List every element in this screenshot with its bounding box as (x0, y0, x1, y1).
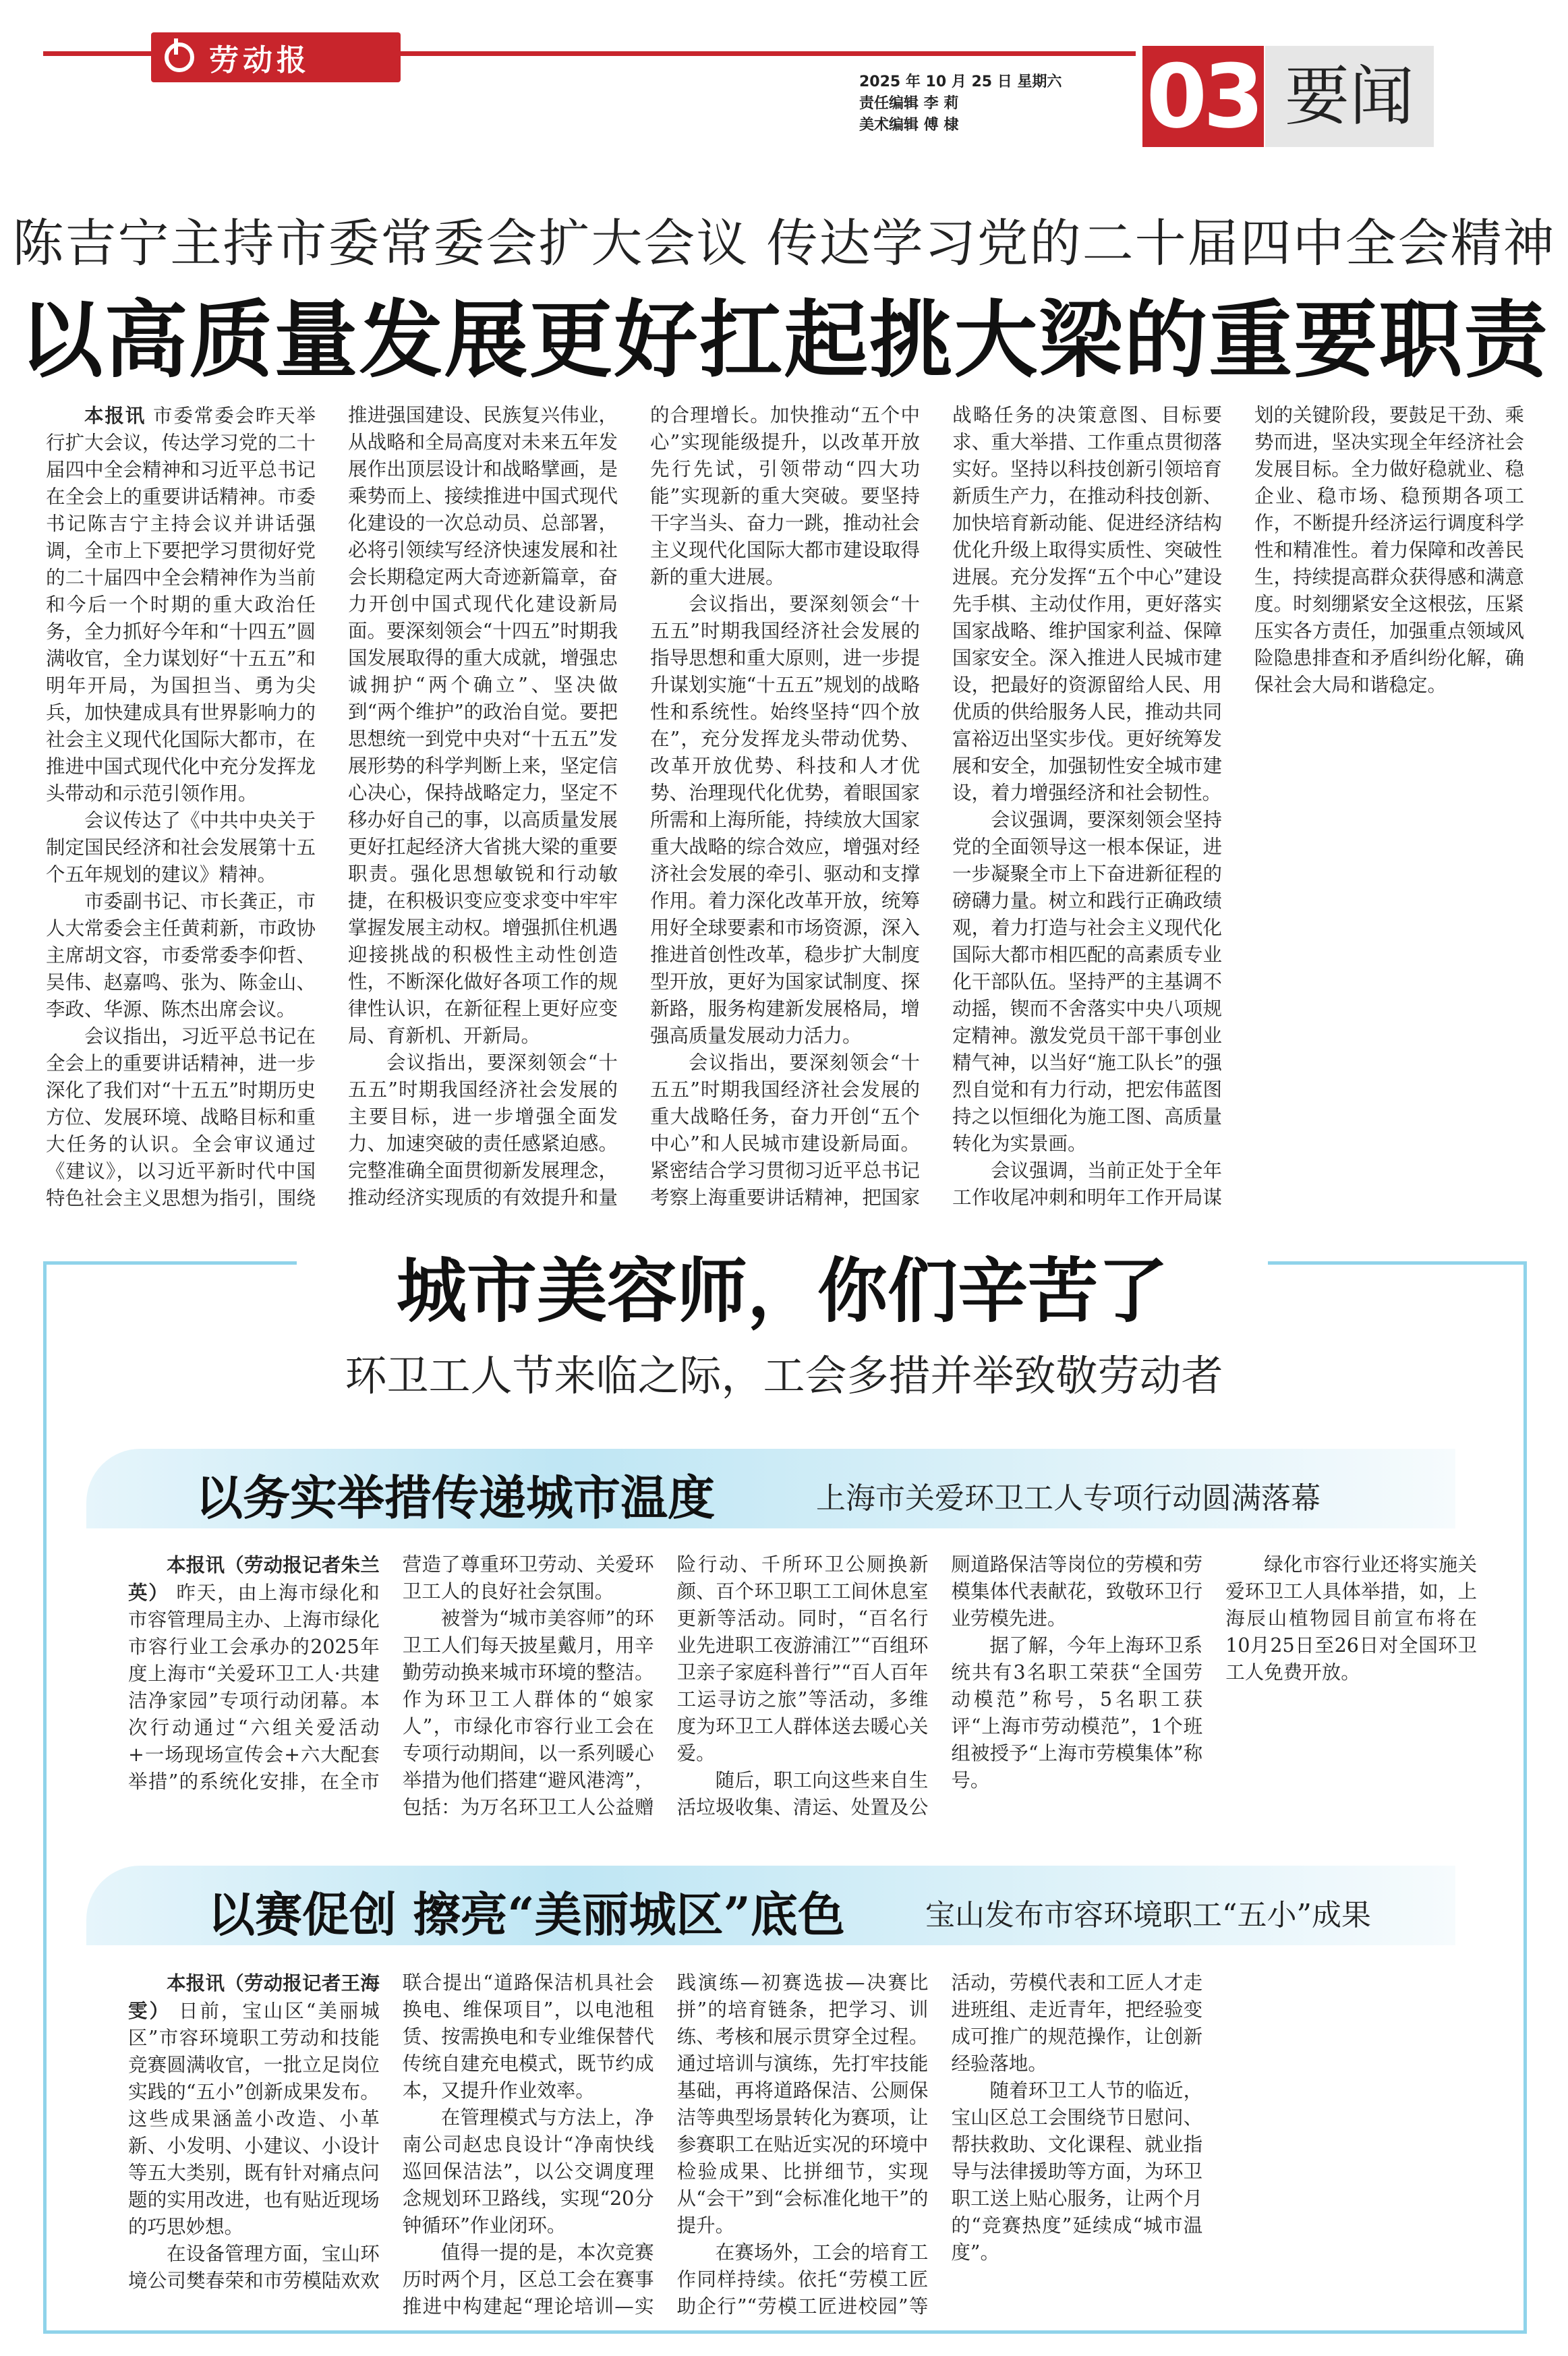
paragraph-text: 随着环卫工人节的临近，宝山区总工会围绕节日慰问、帮扶救助、文化课程、就业指导与法律援助等方面，为环卫职工送上贴心服务，让两个月的“竞赛热度”延续成“城市温度”。 (951, 2079, 1203, 2264)
dateline: 本报讯（劳动报记者朱兰英） (128, 1553, 380, 1604)
paragraph-text: 在管理模式与方法上，净南公司赵忠良设计“净南快线巡回保洁法”，以公交调度理念规划环卫路线，实现“20分钟循环”作业闭环。 (402, 2106, 654, 2237)
paragraph-text: 会议指出，习近平总书记在全会上的重要讲话精神，进一步深化了我们对“十五五”时期历史方位、发展环境、战略目标和重大任务的认识。全会审议通过《建议》，以习近平新时代中国特色社会主义思想为指引，围绕推进强国建设、民族复兴伟业，从战略和全局高度对未来五年发展作出顶层设计和战略擘画，是乘势而上、接续推进中国式现代化建设的一次总动员、总部署，必将引领续写经济快速发展和社会长期稳定两大奇迹新篇章，奋力开创中国式现代化建设新局面。要深刻领会“十四五”时期我国发展取得的重大成就，增强忠诚拥护“两个确立”、坚决做到“两个维护”的政治自觉。要把思想统一到党中央对“十五五”发展形势的科学判断上来，坚定信心决心，保持战略定力，坚定不移办好自己的事，以高质量发展更好扛起经济大省挑大梁的重要职责。强化思想敏锐和行动敏捷，在积极识变应变求变中牢牢掌握发展主动权。增强抓住机遇迎接挑战的积极性主动性创造性，不断深化做好各项工作的规律性认识，在新征程上更好应变局、育新机、开新局。 (46, 404, 618, 1209)
article-headline[interactable]: 以高质量发展更好扛起挑大梁的重要职责 (19, 291, 1549, 389)
dateline: 本报讯 (84, 404, 146, 427)
paragraph-text: 会议传达了《中共中央关于制定国民经济和社会发展第十五个五年规划的建议》精神。 (46, 809, 316, 886)
paragraph-text: 会议指出，要深刻领会“十五五”时期我国经济社会发展的重大战略任务，奋力开创“五个中心”和人民城市建设新局面。紧密结合学习贯彻习近平总书记考察上海重要讲话精神，把国家战略任务的决策意图、目标要求、重大举措、工作重点贯彻落实好。坚持以科技创新引领培育新质生产力，在推动科技创新、加快培育新动能、促进经济结构优化升级上取得实质性、突破性进展。充分发挥“五个中心”建设先手棋、主动仗作用，更好落实国家战略、维护国家利益、保障国家安全。深入推进人民城市建设，把最好的资源留给人民、用优质的供给服务人民，推动共同富裕迈出坚实步伐。更好统筹发展和安全，加强韧性安全城市建设，着力增强经济和社会韧性。 (650, 404, 1222, 1209)
story1-subtitle: 上海市关爱环卫工人专项行动圆满落幕 (816, 1481, 1320, 1516)
story2-subtitle: 宝山发布市容环境职工“五小”成果 (925, 1898, 1371, 1932)
paragraph (952, 807, 1222, 1157)
story2-title[interactable]: 以赛促创 擦亮“美丽城区”底色 (208, 1887, 845, 1943)
paragraph-text: 值得一提的是，本次竞赛历时两个月，区总工会在赛事推进中构建起“理论培训—实践演练—初赛选拔—决赛比拼”的培育链条，把学习、训练、考核和展示贯穿全过程。通过培训与演练，先打牢技能基础，再将道路保洁、公厕保洁等典型场景转化为赛项，让参赛职工在贴近实况的环境中检验成果、比拼细节，实现从“会干”到“会标准化地干”的提升。 (402, 1972, 929, 2318)
editor-credit: 责任编辑 李 莉 (859, 95, 959, 112)
feature-title[interactable]: 城市美容师，你们辛苦了 (297, 1234, 1268, 1329)
paragraph-text: 昨天，由上海市绿化和市容管理局主办、上海市绿化市容行业工会承办的2025年度上海市“关爱环卫工人·共建洁净家园”专项行动闭幕。本次行动通过“六组关爱活动+一场现场宣传会+六大配套举措”的系统化安排，在全市营造了尊重环卫劳动、关爱环卫工人的良好社会氛围。 (128, 1553, 654, 1793)
dateline: 本报讯（劳动报记者王海雯） (128, 1972, 380, 2022)
story1-title[interactable]: 以务实举措传递城市温度 (196, 1470, 715, 1526)
column-flow (46, 402, 1524, 1218)
feature-subtitle: 环卫工人节来临之际，工会多措并举致敬劳动者 (345, 1351, 1223, 1400)
page-number: 03 (1142, 46, 1264, 147)
story2-body (128, 1970, 1477, 2320)
paragraph-text: 日前，宝山区“美丽城区”市容环境职工劳动和技能竞赛圆满收官，一批立足岗位实践的“五小”创新成果发布。这些成果涵盖小改造、小革新、小发明、小建议、小设计等五大类别，既有针对痛点问题的实用改进，也有贴近现场的巧思妙想。 (128, 2000, 380, 2238)
logo-mark-icon (165, 42, 194, 72)
paragraph-text: 市委副书记、市长龚正，市人大常委会主任黄莉新，市政协主席胡文容，市委常委李仰哲、吴伟、赵嘉鸣、张为、陈金山、李政、华源、陈杰出席会议。 (46, 890, 316, 1021)
masthead (43, 27, 1527, 148)
paragraph (650, 591, 920, 1050)
paragraph (46, 807, 316, 888)
paragraph-text: 会议指出，要深刻领会“十五五”时期我国经济社会发展的指导思想和重大原则，进一步提升谋划实施“十五五”规划的战略性和系统性。始终坚持“四个放在”，充分发挥龙头带动优势、改革开放优势、科技和人才优势、治理现代化优势，着眼国家所需和上海所能，持续放大国家重大战略的综合效应，增强对经济社会发展的牵引、驱动和支撑作用。着力深化改革开放，统筹用好全球要素和市场资源，深入推进首创性改革，稳步扩大制度型开放，更好为国家试制度、探新路，服务构建新发展格局，增强高质量发展动力活力。 (650, 593, 920, 1047)
paragraph-text: 在设备管理方面，宝山环境公司樊春荣和市劳模陆欢欢联合提出“道路保洁机具社会换电、维保项目”，以电池租赁、按需换电和专业维保替代传统自建充电模式，既节约成本，又提升作业效率。 (128, 1972, 654, 2292)
paragraph (403, 2104, 654, 2239)
edition-info (859, 71, 1149, 136)
paragraph-text: 随后，职工向这些来自生活垃圾收集、清运、处置及公厕道路保洁等岗位的劳模和劳模集体代表献花，致敬环卫行业劳模先进。 (676, 1553, 1203, 1818)
article-kicker: 陈吉宁主持市委常委会扩大会议 传达学习党的二十届四中全会精神 (12, 213, 1556, 273)
story1-body (128, 1551, 1477, 1835)
paragraph-text: 绿化市容行业还将实施关爱环卫工人具体举措，如，上海辰山植物园目前宣布将在10月25日至26日对全国环卫工人免费开放。 (1225, 1553, 1477, 1684)
newspaper-logo[interactable] (151, 32, 401, 82)
paragraph-text: 在赛场外，工会的培育工作同样持续。依托“劳模工匠助企行”“劳模工匠进校园”等活动，劳模代表和工匠人才走进班组、走近青年，把经验变成可推广的规范操作，让创新经验落地。 (676, 1972, 1203, 2318)
column-flow (128, 1551, 1477, 1835)
art-editor-credit: 美术编辑 傅 棣 (859, 117, 959, 134)
paragraph (46, 402, 316, 807)
paragraph-text: 会议强调，要深刻领会坚持党的全面领导这一根本保证，进一步凝聚全市上下奋进新征程的磅礴力量。树立和践行正确政绩观，着力打造与社会主义现代化国际大都市相匹配的高素质专业化干部队伍。坚持严的主基调不动摇，锲而不舍落实中央八项规定精神。激发党员干部干事创业精气神，以当好“施工队长”的强烈自觉和有力行动，把宏伟蓝图持之以恒细化为施工图、高质量转化为实景画。 (952, 809, 1222, 1155)
section-name: 要闻 (1265, 46, 1434, 147)
paragraph (46, 888, 316, 1023)
paragraph-text: 市委常委会昨天举行扩大会议，传达学习党的二十届四中全会精神和习近平总书记在全会上的重要讲话精神。市委书记陈吉宁主持会议并讲话强调，全市上下要把学习贯彻好党的二十届四中全会精神作为当前和今后一个时期的重大政治任务，全力抓好今年和“十四五”圆满收官，全力谋划好“十五五”和明年开局，为国担当、勇为尖兵，加快建成具有世界影响力的社会主义现代化国际大都市，在推进中国式现代化中充分发挥龙头带动和示范引领作用。 (46, 405, 316, 805)
paragraph-text: 会议强调，当前正处于全年工作收尾冲刺和明年工作开局谋划的关键阶段，要鼓足干劲、乘势而进，坚决实现全年经济社会发展目标。全力做好稳就业、稳企业、稳市场、稳预期各项工作，不断提升经济运行调度科学性和精准性。着力保障和改善民生，持续提高群众获得感和满意度。时刻绷紧安全这根弦，压紧压实各方责任，加强重点领域风险隐患排查和矛盾纠纷化解，确保社会大局和谐稳定。 (952, 404, 1524, 1209)
paragraph-text: 被誉为“城市美容师”的环卫工人们每天披星戴月，用辛勤劳动换来城市环境的整洁。作为环卫工人群体的“娘家人”，市绿化市容行业工会在专项行动期间，以一系列暖心举措为他们搭建“避风港湾”，包括：为万名环卫工人公益赠险行动、千所环卫公厕换新颜、百个环卫职工工间休息室更新等活动。同时，“百名行业先进职工夜游浦江”“百组环卫亲子家庭科普行”“百人百年工运寻访之旅”等活动，多维度为环卫工人群体送去暖心关爱。 (402, 1553, 929, 1818)
paragraph (1225, 1551, 1477, 1686)
paragraph (128, 1970, 380, 2241)
paragraph (951, 1632, 1202, 1794)
paragraph-text: 会议指出，要深刻领会“十五五”时期我国经济社会发展的主要目标，进一步增强全面发力、加速突破的责任感紧迫感。完整准确全面贯彻新发展理念，推动经济实现质的有效提升和量的合理增长。加快推动“五个中心”实现能级提升，以改革开放先行先试，引领带动“四大功能”实现新的重大突破。要坚持干字当头、奋力一跳，推动社会主义现代化国际大都市建设取得新的重大进展。 (348, 404, 920, 1209)
issue-date: 2025 年 10 月 25 日 星期六 (859, 74, 1062, 90)
logo-text: 劳动报 (209, 43, 310, 78)
paragraph-text: 据了解，今年上海环卫系统共有3名职工荣获“全国劳动模范”称号，5名职工获评“上海市劳动模范”，1个班组被授予“上海市劳模集体”称号。 (951, 1634, 1203, 1791)
column-flow (128, 1970, 1477, 2320)
article-body (46, 402, 1524, 1218)
paragraph (951, 2077, 1202, 2266)
